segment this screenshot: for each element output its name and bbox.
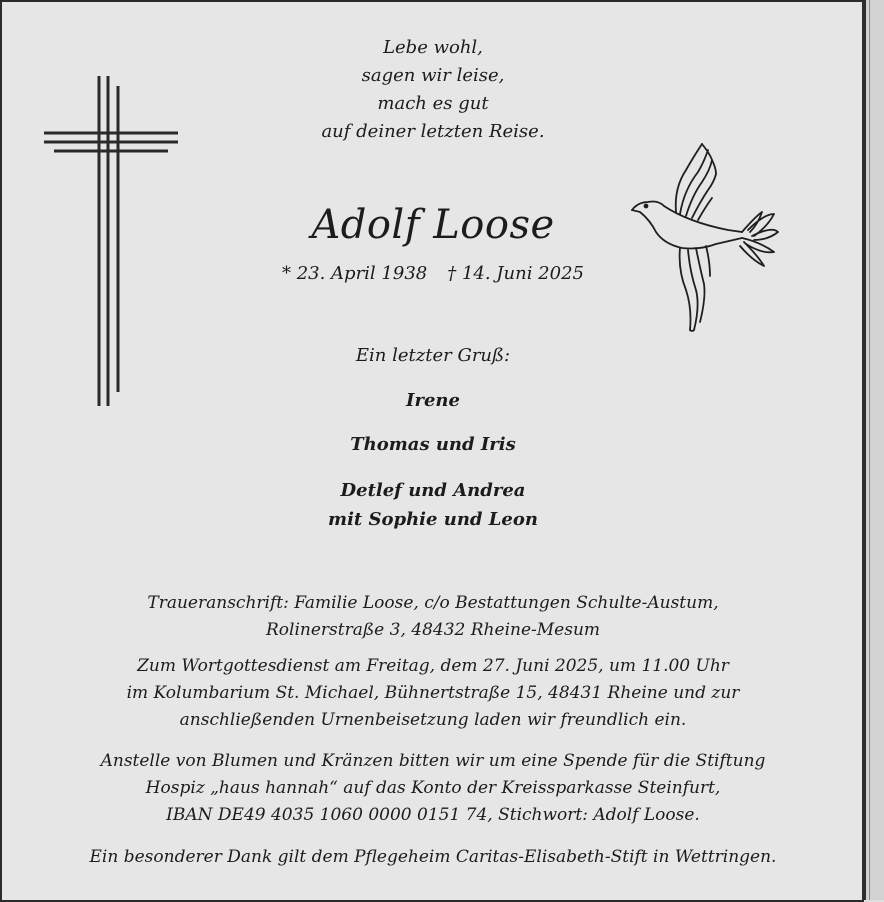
page-edge [862, 0, 884, 900]
address-block [2, 590, 864, 644]
service-line: anschließenden Urnenbeisetzung laden wir freundlich ein. [179, 710, 687, 730]
service-line: im Kolumbarium St. Michael, Bühnertstraße 15, 48431 Rheine und zur [126, 683, 740, 703]
poem-line: auf deiner letzten Reise. [321, 121, 545, 142]
family-member: Thomas und Iris [350, 434, 516, 455]
address-line: Rolinerstraße 3, 48432 Rheine-Mesum [265, 620, 601, 640]
donation-line: Hospiz „haus hannah“ auf das Konto der Kreissparkasse Steinfurt, [145, 778, 721, 798]
donation-line: IBAN DE49 4035 1060 0000 0151 74, Stichwort: Adolf Loose. [166, 805, 700, 825]
family-member: Irene [406, 390, 460, 411]
donation-line: Anstelle von Blumen und Kränzen bitten wir um eine Spende für die Stiftung [100, 751, 766, 771]
service-block [2, 653, 864, 734]
death-date: † 14. Juni 2025 [447, 263, 584, 284]
thanks-line: Ein besonderer Dank gilt dem Pflegeheim Caritas-Elisabeth-Stift in Wettringen. [89, 847, 777, 867]
family-member: Detlef und Andrea [340, 480, 526, 501]
poem-line: mach es gut [377, 93, 489, 114]
greeting: Ein letzter Gruß: [355, 345, 511, 366]
donation-block [2, 748, 864, 829]
deceased-name: Adolf Loose [311, 202, 555, 248]
family-member: mit Sophie und Leon [328, 509, 538, 530]
poem-line: Lebe wohl, [383, 37, 483, 58]
birth-date: * 23. April 1938 [281, 263, 428, 284]
life-dates [2, 263, 864, 284]
address-line: Traueranschrift: Familie Loose, c/o Bestattungen Schulte-Austum, [147, 593, 719, 613]
service-line: Zum Wortgottesdienst am Freitag, dem 27. Juni 2025, um 11.00 Uhr [137, 656, 729, 676]
poem [2, 34, 864, 146]
poem-line: sagen wir leise, [361, 65, 505, 86]
